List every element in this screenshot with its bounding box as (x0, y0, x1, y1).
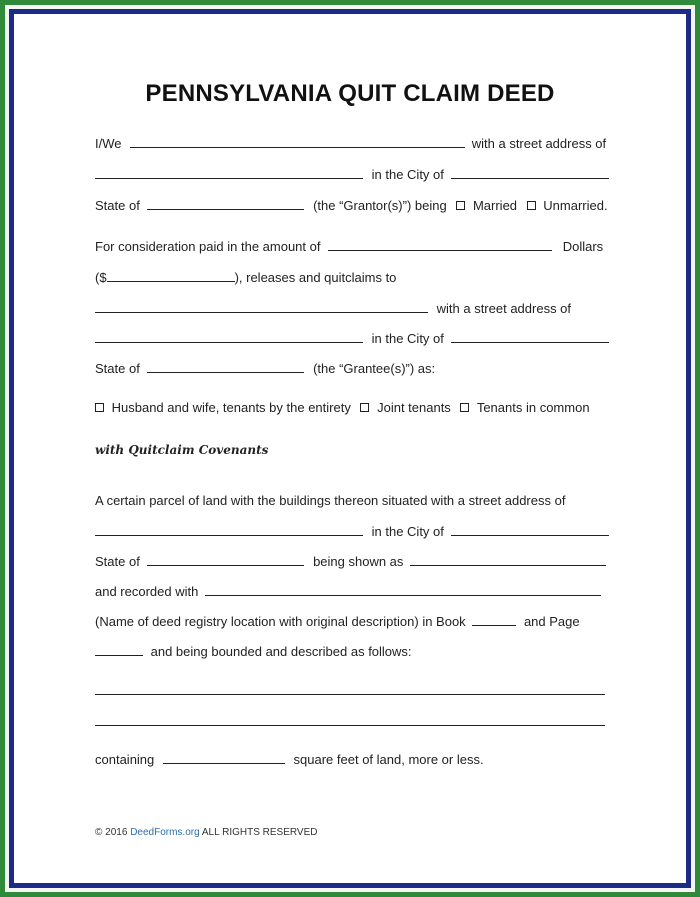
consideration-label: For consideration paid in the amount of (95, 239, 321, 254)
copyright-text: © 2016 (95, 827, 128, 838)
husband-wife-checkbox[interactable] (95, 403, 104, 412)
grantee-name-field[interactable] (95, 300, 428, 313)
parcel-state-line (95, 553, 606, 570)
recorded-with-field[interactable] (205, 583, 601, 596)
grantee-address-line (95, 330, 609, 347)
bounded-label: and being bounded and described as follows: (150, 644, 412, 659)
grantee-city-field[interactable] (451, 330, 609, 343)
grantor-city-field[interactable] (451, 166, 609, 179)
amount-line (95, 269, 396, 286)
city-label: in the City of (371, 167, 444, 182)
grantee-name-line (95, 300, 571, 317)
page-field[interactable] (95, 643, 143, 656)
page-number-line (95, 643, 412, 660)
grantor-name-field[interactable] (130, 135, 465, 148)
grantor-address-field[interactable] (95, 166, 363, 179)
street-address-label: with a street address of (471, 136, 607, 151)
footer (95, 827, 317, 838)
grantee-address-field[interactable] (95, 330, 363, 343)
parcel-city-label: in the City of (371, 524, 444, 539)
grantor-label: (the “Grantor(s)”) being (313, 198, 447, 213)
releases-label: ), releases and quitclaims to (234, 270, 397, 285)
grantee-state-label: State of (95, 361, 140, 376)
description-line-2[interactable] (95, 725, 605, 726)
parcel-state-label: State of (95, 554, 140, 569)
shown-as-field[interactable] (410, 553, 606, 566)
consideration-words-field[interactable] (328, 238, 552, 251)
parcel-state-field[interactable] (147, 553, 304, 566)
parcel-description-line (95, 493, 565, 509)
page-label: and Page (523, 614, 580, 629)
grantor-name-line (95, 135, 606, 152)
parcel-label: A certain parcel of land with the buildings thereon situated with a street address of (95, 493, 566, 508)
recorded-with-label: and recorded with (95, 584, 199, 599)
grantor-address-line (95, 166, 609, 183)
grantee-label: (the “Grantee(s)”) as: (313, 361, 436, 376)
married-checkbox[interactable] (456, 201, 465, 210)
grantee-street-label: with a street address of (436, 301, 572, 316)
deed-page (14, 14, 686, 883)
tenants-common-checkbox[interactable] (460, 403, 469, 412)
grantee-state-field[interactable] (147, 360, 304, 373)
deedforms-link[interactable]: DeedForms.org (130, 827, 200, 838)
parcel-city-field[interactable] (451, 523, 609, 536)
unmarried-label: Unmarried. (543, 198, 608, 213)
book-page-line (95, 613, 580, 630)
joint-tenants-checkbox[interactable] (360, 403, 369, 412)
dollar-sign-label: ($ (95, 270, 107, 285)
grantee-city-label: in the City of (371, 331, 444, 346)
book-field[interactable] (472, 613, 516, 626)
unmarried-checkbox[interactable] (527, 201, 536, 210)
rights-text: ALL RIGHTS RESERVED (201, 827, 318, 838)
parcel-address-line (95, 523, 609, 540)
married-label: Married (472, 198, 518, 213)
covenants-heading: with Quitclaim Covenants (95, 443, 269, 457)
state-label: State of (95, 198, 140, 213)
consideration-line (95, 238, 603, 255)
shown-as-label: being shown as (313, 554, 404, 569)
description-line-1[interactable] (95, 694, 605, 695)
amount-field[interactable] (107, 269, 235, 282)
grantor-state-line (95, 197, 608, 214)
tenants-common-label: Tenants in common (476, 400, 590, 415)
recorded-with-line (95, 583, 601, 600)
grantor-state-field[interactable] (147, 197, 304, 210)
husband-wife-label: Husband and wife, tenants by the entirety (111, 400, 351, 415)
joint-tenants-label: Joint tenants (377, 400, 451, 415)
tenancy-options-line (92, 400, 590, 416)
registry-label: (Name of deed registry location with original description) in Book (95, 614, 466, 629)
square-feet-label: square feet of land, more or less. (293, 752, 484, 767)
grantee-state-line (95, 360, 435, 377)
dollars-label: Dollars (562, 239, 604, 254)
page-title: PENNSYLVANIA QUIT CLAIM DEED (145, 80, 555, 107)
square-feet-line (95, 751, 484, 768)
containing-label: containing (95, 752, 155, 767)
iwe-label: I/We (95, 136, 122, 151)
parcel-address-field[interactable] (95, 523, 363, 536)
square-feet-field[interactable] (163, 751, 285, 764)
